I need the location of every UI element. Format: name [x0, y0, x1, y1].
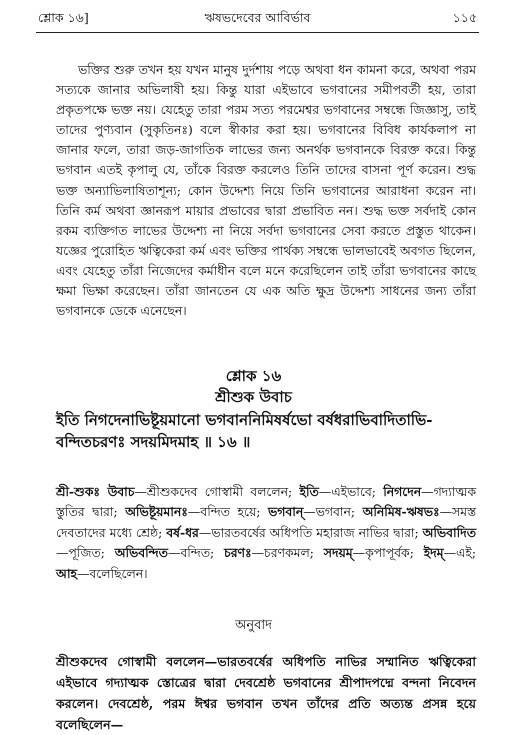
verse-line-2: বন্দিতচরণঃ সদয়মিদমাহ ॥ ১৬ ॥ [56, 433, 251, 451]
synonym-word: অনিমিষ-ঋষভঃ [362, 504, 440, 520]
synonym-meaning: —বলেছিলেন। [76, 565, 148, 581]
synonym-meaning: —ভারতবর্ষের অধিপতি মহারাজ নাভির দ্বারা; [198, 524, 423, 540]
synonym-meaning: —এই; [443, 545, 476, 561]
synonym-word: অভিবাদিত [422, 524, 476, 540]
sanskrit-verse [56, 409, 480, 453]
synonym-meaning: —শ্রীশুকদেব গোস্বামী বললেন; [134, 484, 300, 499]
word-meanings [56, 482, 476, 584]
synonym-meaning: —গদ্যাত্মক স্তুতির দ্বারা; [56, 484, 476, 520]
purport-paragraph: ভক্তির শুরু তখন হয় যখন মানুষ দুর্দশায় পড়ে অথবা ধন কামনা করে, অথবা পরম সত্যকে জানার অভিলাষী হয়। কিন্তু যারা এইভাবে ভগবানের সমীপবর্তী হয়, তারা প্রকৃতপক্ষে ভক্ত নয়। যেহেতু তারা পরম সত্য পরমেশ্বর ভগবানের সম্বন্ধে জিজ্ঞাসু, তাই তাদের পুণ্যবান (সুকৃতিনঃ) বলে স্বীকার করা হয়। ভগবানের বিবিধ কার্যকলাপ না জানার ফলে, তারা জড়-জাগতিক লাভের জন্য অনর্থক ভগবানকে বিরক্ত করে। কিন্তু ভগবান এতই কৃপালু যে, তাঁকে বিরক্ত করলেও তিনি তাদের বাসনা পূর্ণ করেন। শুদ্ধ ভক্ত অন্যাভিলাষিতাশূন্য; কোন উদ্দেশ্য নিয়ে তিনি ভগবানের আরাধনা করেন না। তিনি কর্ম অথবা জ্ঞানরূপ মায়ার প্রভাবের দ্বারা প্রভাবিত নন। শুদ্ধ ভক্ত সর্বদাই কোন রকম ব্যক্তিগত লাভের উদ্দেশ্য না নিয়ে সর্বদা ভগবানের সেবা করতে প্রস্তুত থাকেন। যজ্ঞের পুরোহিত ঋত্বিকেরা কর্ম এবং ভক্তির পার্থক্য সম্বন্ধে ভালভাবেই অবগত ছিলেন, এবং যেহেতু তাঁরা নিজেদের কর্মাধীন বলে মনে করেছিলেন তাই তাঁরা ভগবানের কাছে ক্ষমা ভিক্ষা করেছেন। তাঁরা জানতেন যে এক অতি ক্ষুদ্র উদ্দেশ্য সাধনের জন্য তাঁরা ভগবানকে ডেকে এনেছেন। [56, 62, 476, 319]
synonym-word: শ্রী-শুকঃ উবাচ [56, 484, 135, 499]
synonym-word: ইদম্ [423, 545, 444, 561]
verse-heading [0, 366, 507, 407]
synonym-meaning: —সমস্ত দেবতাদের মধ্যে শ্রেষ্ঠ; [56, 504, 476, 540]
verse-speaker: শ্রীশুক উবাচ [215, 388, 292, 406]
synonym-meaning: —বন্দিত; [167, 545, 225, 561]
synonym-word: বর্ষ-ধর [166, 524, 199, 540]
synonym-word: অভিষ্টূয়মানঃ [125, 504, 188, 520]
synonym-word: সদয়ম্ [323, 545, 353, 561]
synonym-word: ইতি [299, 484, 319, 499]
header-verse-ref: শ্লোক ১৬] [38, 10, 89, 25]
synonym-word: চরণঃ [224, 545, 252, 561]
verse-line-1: ইতি নিগদেনাভিষ্টূয়মানো ভগবাননিমিষর্ষভো বর্ষধরাভিবাদিতাভি- [56, 411, 433, 429]
synonym-meaning: —বন্দিত হয়ে; [187, 504, 269, 520]
purport-text [56, 60, 476, 321]
translation-title: অনুবাদ [235, 618, 272, 633]
running-header [38, 10, 477, 30]
synonym-word: আহ [56, 565, 77, 581]
synonym-meaning: —পূজিত; [56, 545, 115, 561]
synonym-word: ভগবান্ [268, 504, 304, 520]
synonym-meaning: —ভগবান; [303, 504, 363, 520]
translation-text: শ্রীশুকদেব গোস্বামী বললেন—ভারতবর্ষের অধিপতি নাভির সম্মানিত ঋত্বিকেরা এইভাবে গদ্যাত্মক স্তোত্রের দ্বারা দেবশ্রেষ্ঠ ভগবানের শ্রীপাদপদ্মে বন্দনা নিবেদন করলেন। দেবশ্রেষ্ঠ, পরম ঈশ্বর ভগবান তখন তাঁদের প্রতি অত্যন্ত প্রসন্ন হয়ে বলেছিলেন— [56, 654, 476, 732]
page-number: ১১৫ [452, 10, 477, 25]
synonym-meaning: —চরণকমল; [251, 545, 324, 561]
synonym-meaning: —এইভাবে; [318, 484, 384, 499]
synonym-meaning: —কৃপাপূর্বক; [352, 545, 424, 561]
header-rule [36, 32, 479, 33]
synonym-word: নিগদেন [383, 484, 422, 499]
verse-label: শ্লোক ১৬ [225, 367, 282, 385]
synonym-word: অভিবন্দিত [114, 545, 168, 561]
header-chapter-title: ঋষভদেবের আবির্ভাব [204, 10, 311, 25]
